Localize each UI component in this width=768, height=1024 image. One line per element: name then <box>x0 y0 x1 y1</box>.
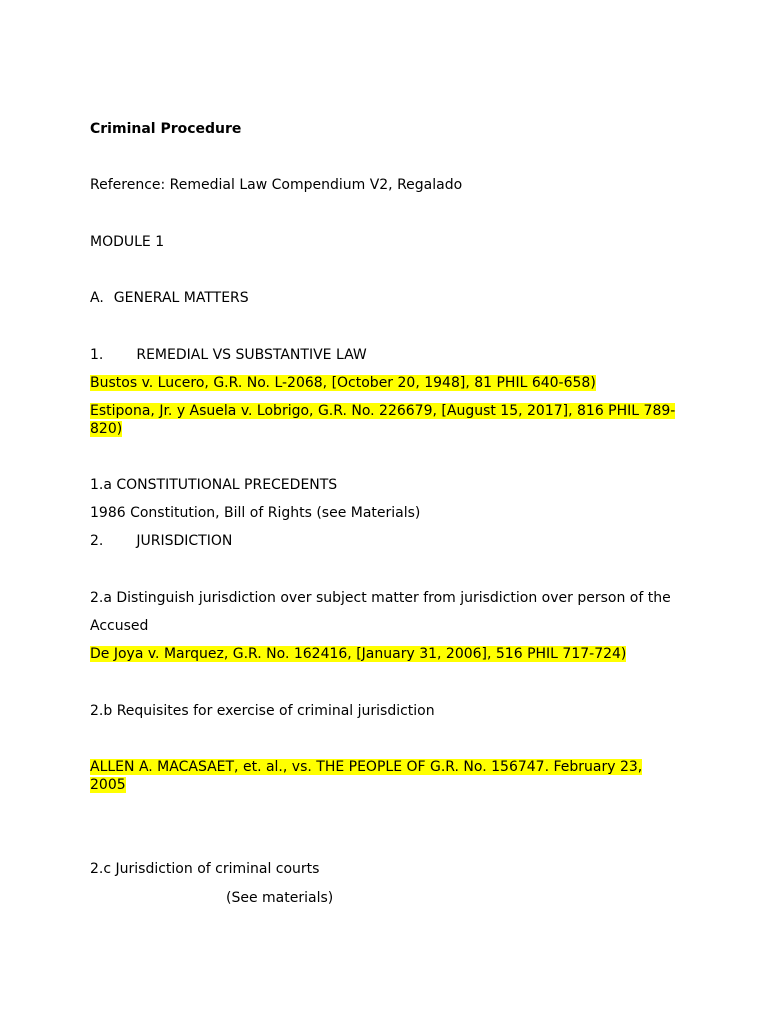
case-citation-bustos <box>90 374 596 392</box>
item-1-number: 1. <box>90 347 104 363</box>
constitution-line: 1986 Constitution, Bill of Rights (see Materials) <box>90 505 421 521</box>
case-citation-estipona-cont <box>90 420 122 438</box>
case-citation-dejoya <box>90 645 626 663</box>
section-a-number: A. <box>90 290 104 306</box>
case-macasaet-line1: ALLEN A. MACASAET, et. al., vs. THE PEOPLE OF G.R. No. 156747. February 23, <box>90 759 643 775</box>
item-1-heading <box>90 346 367 364</box>
document-title: Criminal Procedure <box>90 121 242 137</box>
item-2-heading <box>90 532 232 550</box>
item-2b-heading: 2.b Requisites for exercise of criminal jurisdiction <box>90 703 435 719</box>
case-citation-macasaet-cont <box>90 776 126 794</box>
item-2-label: JURISDICTION <box>136 533 233 549</box>
reference-line: Reference: Remedial Law Compendium V2, Regalado <box>90 177 463 193</box>
see-materials-note: (See materials) <box>226 890 334 906</box>
case-dejoya-text: De Joya v. Marquez, G.R. No. 162416, [January 31, 2006], 516 PHIL 717-724) <box>90 646 627 662</box>
item-2a-line1: 2.a Distinguish jurisdiction over subject matter from jurisdiction over person of the <box>90 590 671 606</box>
section-a-label: GENERAL MATTERS <box>113 290 249 306</box>
case-estipona-line2: 820) <box>90 421 123 437</box>
item-1-label: REMEDIAL VS SUBSTANTIVE LAW <box>136 347 367 363</box>
case-citation-macasaet <box>90 758 642 776</box>
case-bustos-text: Bustos v. Lucero, G.R. No. L-2068, [October 20, 1948], 81 PHIL 640-658) <box>90 375 596 391</box>
item-2a-line2: Accused <box>90 618 149 634</box>
item-2c-heading: 2.c Jurisdiction of criminal courts <box>90 861 320 877</box>
module-heading: MODULE 1 <box>90 234 165 250</box>
case-citation-estipona <box>90 402 675 420</box>
item-2-number: 2. <box>90 533 104 549</box>
case-macasaet-line2: 2005 <box>90 777 126 793</box>
section-a-heading <box>90 289 249 307</box>
case-estipona-line1: Estipona, Jr. y Asuela v. Lobrigo, G.R. No. 226679, [August 15, 2017], 816 PHIL 789- <box>90 403 676 419</box>
item-1a-heading: 1.a CONSTITUTIONAL PRECEDENTS <box>90 477 338 493</box>
